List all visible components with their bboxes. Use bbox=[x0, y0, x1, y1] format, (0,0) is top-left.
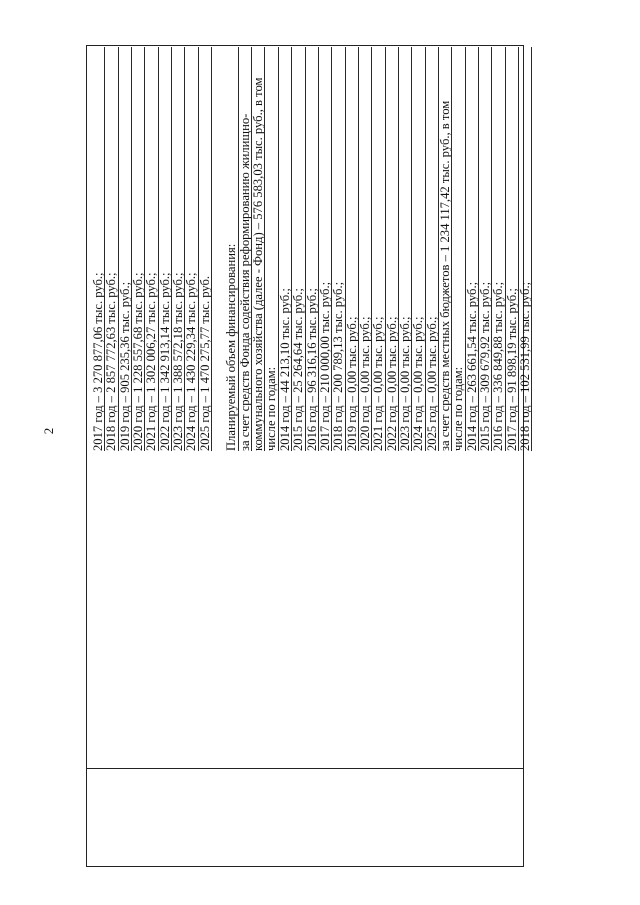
fund-intro-line: числе по годам: bbox=[265, 47, 278, 451]
fund-year-line: 2019 год – 0,00 тыс. руб.; bbox=[346, 47, 359, 451]
text-line: 2019 год – 905 235,36 тыс. руб.; bbox=[119, 47, 132, 451]
text-line: 2024 год – 1 430 229,34 тыс. руб.; bbox=[185, 47, 198, 451]
text-line: 2022 год – 1 342 913,14 тыс. руб.; bbox=[159, 47, 172, 451]
local-intro-line: числе по годам: bbox=[452, 47, 465, 451]
table-row-divider bbox=[86, 768, 524, 769]
text-line: 2020 год – 1 228 557,68 тыс. руб.; bbox=[132, 47, 145, 451]
text-line: 2023 год – 1 388 572,18 тыс. руб.; bbox=[172, 47, 185, 451]
page-number: 2 bbox=[41, 427, 56, 435]
text-line: 2018 год – 2 857 772,63 тыс. руб.; bbox=[105, 47, 118, 451]
fund-year-line: 2025 год – 0,00 тыс. руб.; bbox=[426, 47, 439, 451]
fund-year-line: 2017 год – 210 000,00 тыс. руб.; bbox=[319, 47, 332, 451]
fund-year-line: 2014 год – 44 213,10 тыс. руб.; bbox=[279, 47, 292, 451]
local-year-line: 2015 год – 309 679,92 тыс. руб.; bbox=[479, 47, 492, 451]
local-year-line: 2018 год – 102 531,99 тыс. руб.; bbox=[519, 47, 532, 451]
fund-year-line: 2023 год – 0,00 тыс. руб.; bbox=[399, 47, 412, 451]
fund-year-line: 2024 год – 0,00 тыс. руб.; bbox=[412, 47, 425, 451]
fund-year-line: 2016 год – 96 316,16 тыс. руб.; bbox=[306, 47, 319, 451]
local-intro-line: за счет средств местных бюджетов – 1 234 117,42 тыс. руб., в том bbox=[439, 47, 452, 451]
fund-year-line: 2018 год – 200 789,13 тыс. руб.; bbox=[332, 47, 345, 451]
blank-line bbox=[212, 47, 225, 451]
text-line: 2017 год – 3 270 877,06 тыс. руб.; bbox=[92, 47, 105, 451]
local-year-line: 2014 год – 263 661,54 тыс. руб.; bbox=[466, 47, 479, 451]
fund-year-line: 2015 год – 25 264,64 тыс. руб.; bbox=[292, 47, 305, 451]
fund-intro-line: коммунального хозяйства (далее - Фонд) – 576 583,03 тыс. руб., в том bbox=[252, 47, 265, 451]
financing-text-cell bbox=[91, 45, 532, 453]
text-line: 2021 год – 1 302 006,27 тыс. руб.; bbox=[145, 47, 158, 451]
fund-year-line: 2020 год – 0,00 тыс. руб.; bbox=[359, 47, 372, 451]
fund-year-line: 2021 год – 0,00 тыс. руб.; bbox=[372, 47, 385, 451]
local-year-line: 2016 год – 336 849,88 тыс. руб.; bbox=[492, 47, 505, 451]
fund-year-line: 2022 год – 0,00 тыс. руб.; bbox=[386, 47, 399, 451]
text-line: 2025 год – 1 470 275,77 тыс. руб. bbox=[199, 47, 212, 451]
financing-heading: Планируемый объем финансирования: bbox=[225, 47, 238, 451]
fund-intro-line: за счет средств Фонда содействия реформированию жилищно- bbox=[239, 47, 252, 451]
local-year-line: 2017 год – 91 898,19 тыс. руб.; bbox=[506, 47, 519, 451]
